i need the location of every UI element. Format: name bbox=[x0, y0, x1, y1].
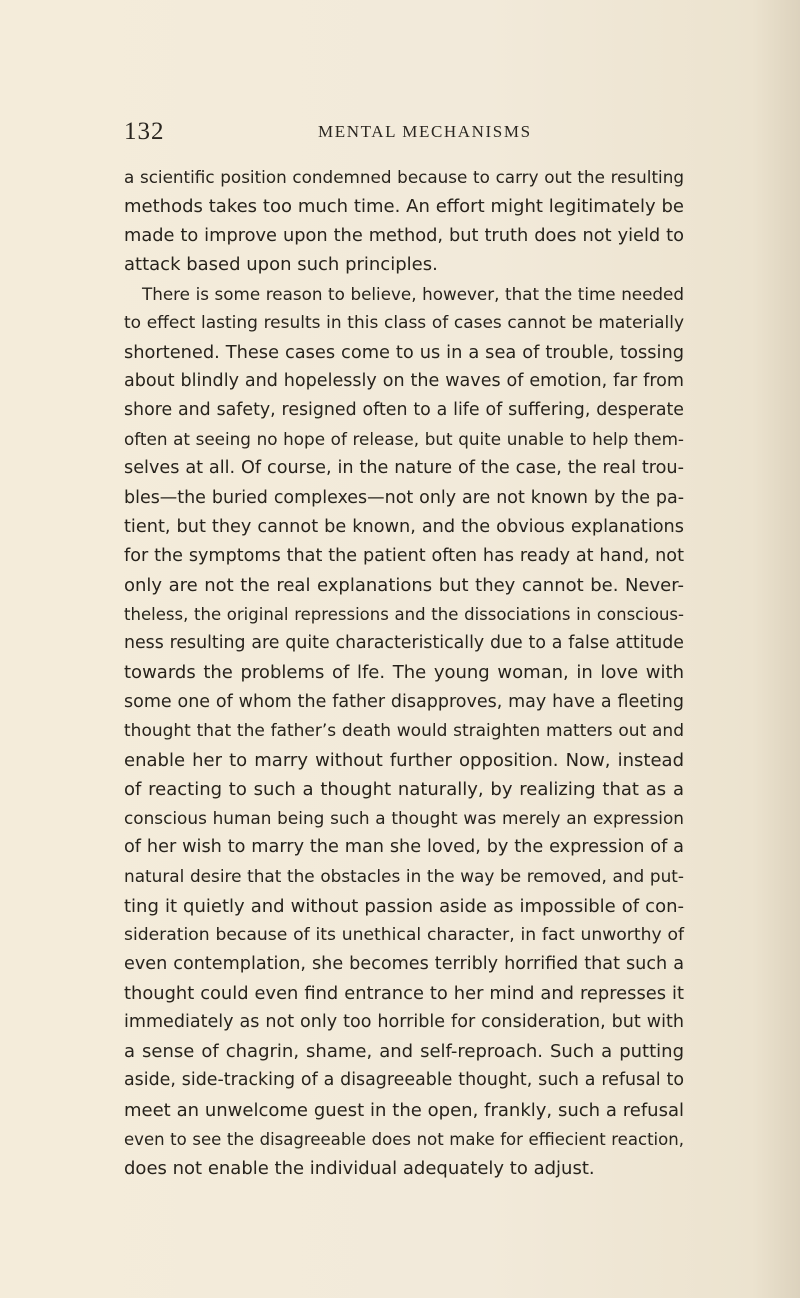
text-line: towards the problems of lfe. The young woman, in love with bbox=[124, 662, 684, 684]
text-line: tient, but they cannot be known, and the obvious explanations bbox=[124, 516, 684, 537]
text-line: often at seeing no hope of release, but quite unable to help them- bbox=[124, 429, 684, 450]
paragraph bbox=[124, 163, 684, 280]
text-line: about blindly and hopelessly on the waves of emotion, far from bbox=[124, 370, 684, 391]
text-line: thought that the father’s death would straighten matters out and bbox=[124, 720, 684, 741]
text-line: of her wish to marry the man she loved, by the expression of a bbox=[124, 837, 684, 858]
text-line: There is some reason to believe, however, that the time needed bbox=[142, 283, 684, 304]
text-line: meet an unwelcome guest in the open, frankly, such a refusal bbox=[124, 1099, 684, 1121]
text-line: made to improve upon the method, but truth does not yield to bbox=[124, 225, 684, 247]
text-line: shortened. These cases come to us in a sea of trouble, tossing bbox=[124, 341, 684, 363]
text-line: conscious human being such a thought was merely an expression bbox=[124, 808, 684, 829]
text-line: selves at all. Of course, in the nature of the case, the real trou- bbox=[124, 458, 684, 479]
text-line: aside, side-tracking of a disagreeable thought, such a refusal to bbox=[124, 1070, 684, 1091]
text-line: thought could even find entrance to her mind and represses it bbox=[124, 982, 684, 1004]
text-line: even to see the disagreeable does not make for effiecient reaction, bbox=[124, 1129, 684, 1149]
running-head: MENTAL MECHANISMS bbox=[318, 122, 532, 141]
text-line: to effect lasting results in this class of cases cannot be materially bbox=[124, 312, 684, 333]
text-line: bles—the buried complexes—not only are not known by the pa- bbox=[124, 487, 684, 508]
text-line: attack based upon such principles. bbox=[124, 254, 438, 276]
page-number: 132 bbox=[124, 118, 165, 145]
text-line: natural desire that the obstacles in the way be removed, and put- bbox=[124, 866, 684, 887]
text-line: ness resulting are quite characteristically due to a false attitude bbox=[124, 633, 684, 654]
paragraph bbox=[124, 280, 684, 1183]
text-line: does not enable the individual adequately to adjust. bbox=[124, 1157, 595, 1179]
page-header bbox=[124, 117, 684, 147]
text-line: ting it quietly and without passion aside as impossible of con- bbox=[124, 895, 684, 917]
body-text bbox=[124, 163, 684, 1183]
text-line: enable her to marry without further opposition. Now, instead bbox=[124, 749, 684, 771]
text-line: shore and safety, resigned often to a life of suffering, desperate bbox=[124, 400, 684, 421]
text-line: for the symptoms that the patient often has ready at hand, not bbox=[124, 545, 684, 566]
text-line: only are not the real explanations but they cannot be. Never- bbox=[124, 574, 684, 596]
text-line: some one of whom the father disapproves, may have a fleeting bbox=[124, 691, 684, 712]
text-line: sideration because of its unethical character, in fact unworthy of bbox=[124, 924, 684, 945]
text-line: a sense of chagrin, shame, and self-reproach. Such a putting bbox=[124, 1041, 684, 1063]
text-line: of reacting to such a thought naturally, by realizing that as a bbox=[124, 778, 684, 800]
text-line: even contemplation, she becomes terribly horrified that such a bbox=[124, 953, 684, 974]
text-line: a scientific position condemned because to carry out the resulting bbox=[124, 167, 684, 187]
text-line: methods takes too much time. An effort might legitimately be bbox=[124, 196, 684, 218]
text-line: immediately as not only too horrible for consideration, but with bbox=[124, 1012, 684, 1033]
text-line: theless, the original repressions and the dissociations in conscious- bbox=[124, 605, 684, 625]
